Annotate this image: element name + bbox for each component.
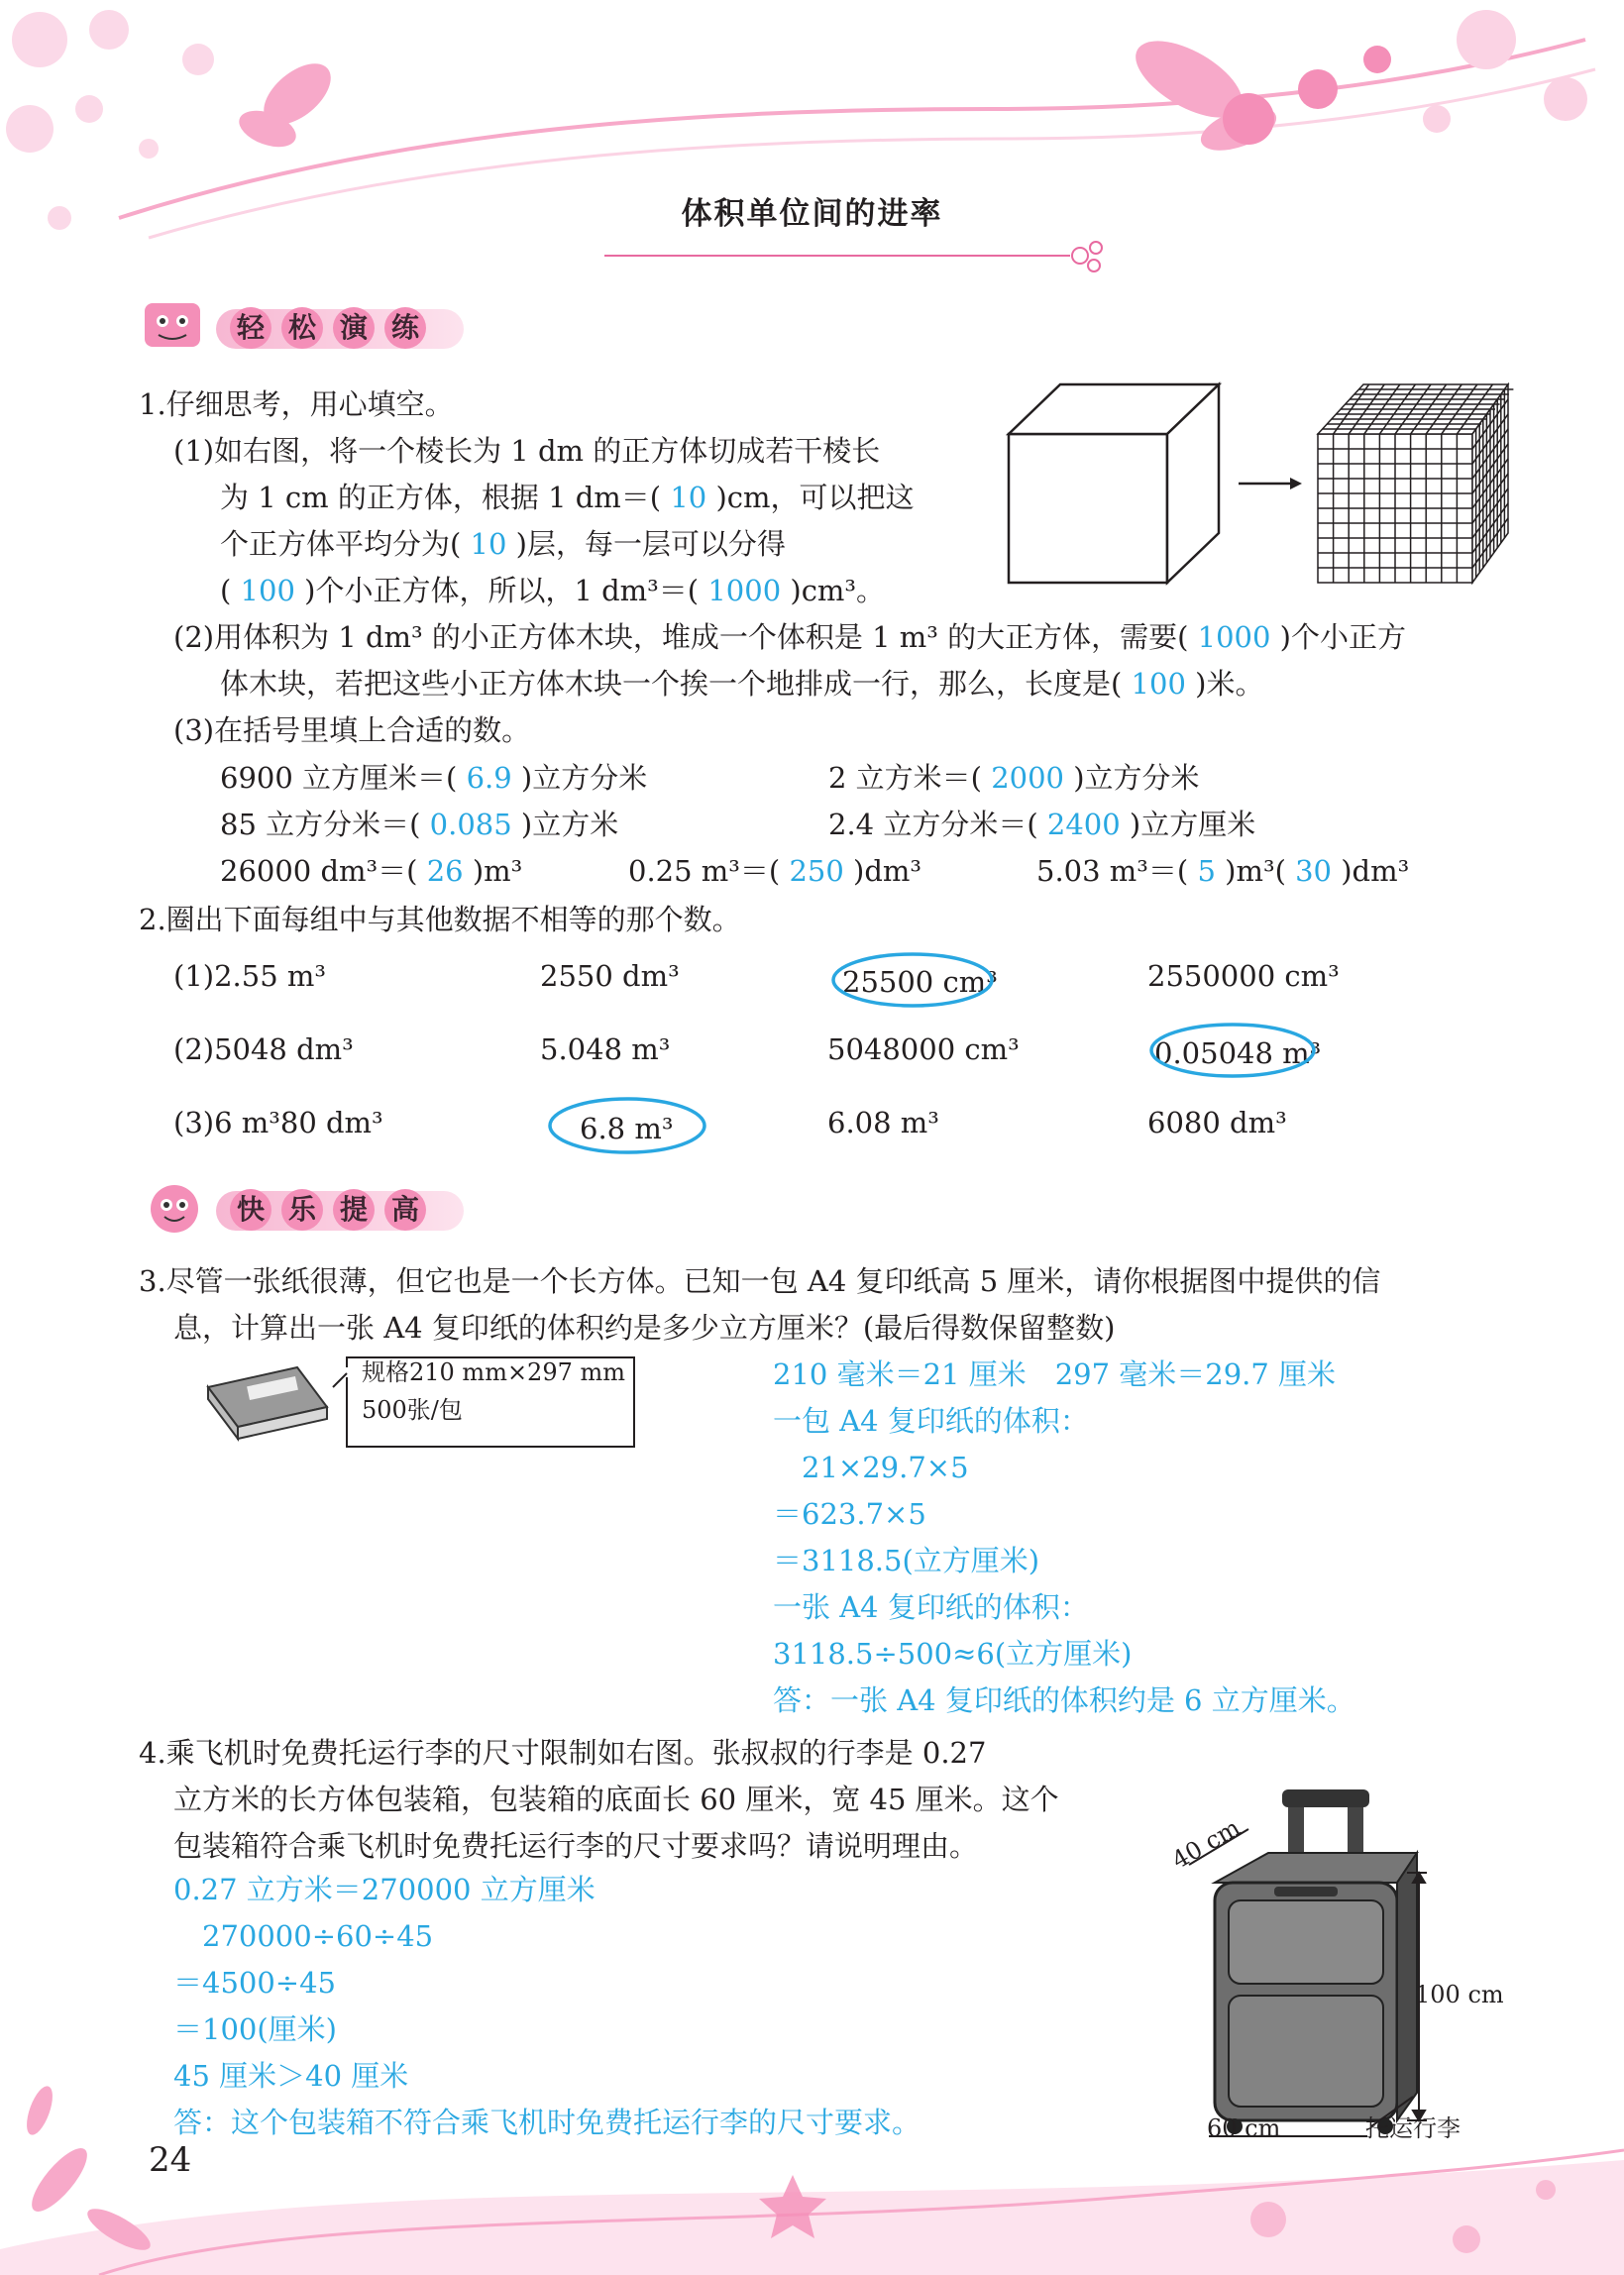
q2-r2-c1: (2)5048 dm³ (173, 1032, 354, 1066)
answer: 2400 (1046, 808, 1121, 841)
q4-line2: 立方米的长方体包装箱，包装箱的底面长 60 厘米，宽 45 厘米。这个 (173, 1783, 1059, 1816)
answer-circle (550, 1099, 704, 1152)
q4-line1: 4.乘飞机时免费托运行李的尺寸限制如右图。张叔叔的行李是 0.27 (139, 1736, 987, 1770)
q2-r1-c4: 2550000 cm³ (1147, 959, 1340, 993)
answer-circle (833, 954, 992, 1006)
paper-spec-label: 规格210 mm×297 mm (362, 1358, 626, 1386)
q2-r2-c3: 5048000 cm³ (827, 1032, 1020, 1066)
answer: 100 (240, 574, 295, 607)
page-number: 24 (149, 2140, 192, 2180)
q1-p3-row1-left: 6900 立方厘米＝( 6.9 )立方分米 (220, 761, 648, 795)
q2-intro: 2.圈出下面每组中与其他数据不相等的那个数。 (139, 903, 741, 936)
answer: 6.9 (466, 761, 512, 795)
answer: 26 (426, 854, 464, 888)
suitcase-caption: 托运行李 (1365, 2114, 1461, 2142)
answer: 10 (470, 527, 507, 561)
answer-circle (1151, 1025, 1314, 1076)
q1-p1-line1: (1)如右图，将一个棱长为 1 dm 的正方体切成若干棱长 (173, 434, 881, 468)
dim-depth-label: 40 cm (1166, 1813, 1245, 1875)
solution-line: 21×29.7×5 (773, 1451, 969, 1484)
paper-count-label: 500张/包 (362, 1396, 463, 1424)
q1-p3-row2-right: 2.4 立方分米＝( 2400 )立方厘米 (828, 808, 1256, 841)
answer: 100 (1131, 667, 1186, 701)
answer: 5 (1197, 854, 1216, 888)
q1-p3-row1-right: 2 立方米＝( 2000 )立方分米 (828, 761, 1200, 795)
answer: 250 (789, 854, 844, 888)
q2-r3-c4: 6080 dm³ (1147, 1106, 1287, 1139)
section-title: 快 乐 提 高 (230, 1189, 426, 1231)
answer: 1000 (1197, 620, 1271, 654)
q2-r2-c2: 5.048 m³ (540, 1032, 671, 1066)
q1-p3-row3-b: 0.25 m³＝( 250 )dm³ (628, 854, 922, 888)
q1-p3-row3-c: 5.03 m³＝( 5 )m³( 30 )dm³ (1036, 854, 1410, 888)
q2-r3-c2: 6.8 m³ (580, 1112, 674, 1145)
answer: 2000 (991, 761, 1065, 795)
dim-height-label: 100 cm (1415, 1981, 1504, 2008)
solution-line: 0.27 立方米＝270000 立方厘米 (173, 1873, 595, 1906)
q2-r3-c1: (3)6 m³80 dm³ (173, 1106, 383, 1139)
q2-r2-c4: 0.05048 m³ (1154, 1036, 1322, 1070)
q1-p2-line2: 体木块，若把这些小正方体木块一个挨一个地排成一行，那么，长度是( 100 )米。 (220, 667, 1264, 701)
q2-r1-c3: 25500 cm³ (842, 965, 998, 999)
answer: 1000 (707, 574, 782, 607)
q1-p3-row2-left: 85 立方分米＝( 0.085 )立方米 (220, 808, 619, 841)
q3-line1: 3.尽管一张纸很薄，但它也是一个长方体。已知一包 A4 复印纸高 5 厘米，请你根据图中提供的信 (139, 1264, 1381, 1298)
solution-line: 210 毫米＝21 厘米 297 毫米＝29.7 厘米 (773, 1357, 1337, 1391)
solution-line: 45 厘米＞40 厘米 (173, 2059, 409, 2093)
q1-p1-line4: ( 100 )个小正方体，所以，1 dm³＝( 1000 )cm³。 (220, 574, 886, 607)
solution-line: ＝3118.5(立方厘米) (773, 1544, 1040, 1577)
solution-line: 3118.5÷500≈6(立方厘米) (773, 1637, 1133, 1671)
solution-line: 一张 A4 复印纸的体积： (773, 1590, 1089, 1624)
solution-line: 答：这个包装箱不符合乘飞机时免费托运行李的尺寸要求。 (173, 2106, 921, 2139)
paper-pack-icon (208, 1367, 327, 1439)
q1-intro: 1.仔细思考，用心填空。 (139, 387, 454, 421)
answer: 0.085 (429, 808, 512, 841)
solution-line: ＝4500÷45 (173, 1966, 337, 2000)
q2-r3-c3: 6.08 m³ (827, 1106, 939, 1139)
q4-line3: 包装箱符合乘飞机时免费托运行李的尺寸要求吗？请说明理由。 (173, 1829, 979, 1863)
q1-p1-line2: 为 1 cm 的正方体，根据 1 dm＝( 10 )cm，可以把这 (220, 481, 915, 514)
q1-p3-row3-a: 26000 dm³＝( 26 )m³ (220, 854, 523, 888)
solution-line: 一包 A4 复印纸的体积： (773, 1404, 1089, 1438)
solution-line: ＝623.7×5 (773, 1497, 926, 1531)
page-title: 体积单位间的进率 (681, 196, 943, 232)
q3-line2: 息，计算出一张 A4 复印纸的体积约是多少立方厘米？(最后得数保留整数) (173, 1311, 1116, 1345)
dim-width-label: 60 cm (1207, 2114, 1281, 2142)
mascot-icon (139, 1181, 218, 1241)
answer: 30 (1295, 854, 1333, 888)
solution-line: 答：一张 A4 复印纸的体积约是 6 立方厘米。 (773, 1683, 1355, 1717)
answer: 10 (670, 481, 707, 514)
q2-r1-c2: 2550 dm³ (540, 959, 680, 993)
q1-p3-intro: (3)在括号里填上合适的数。 (173, 713, 531, 747)
section-title: 轻 松 演 练 (230, 307, 426, 349)
solution-line: 270000÷60÷45 (173, 1919, 434, 1953)
q1-p2-line1: (2)用体积为 1 dm³ 的小正方体木块，堆成一个体积是 1 m³ 的大正方体，需要( 1000 )个小正方 (173, 620, 1406, 654)
q2-r1-c1: (1)2.55 m³ (173, 959, 326, 993)
q1-p1-line3: 个正方体平均分为( 10 )层，每一层可以分得 (220, 527, 786, 561)
solution-line: ＝100(厘米) (173, 2012, 337, 2046)
